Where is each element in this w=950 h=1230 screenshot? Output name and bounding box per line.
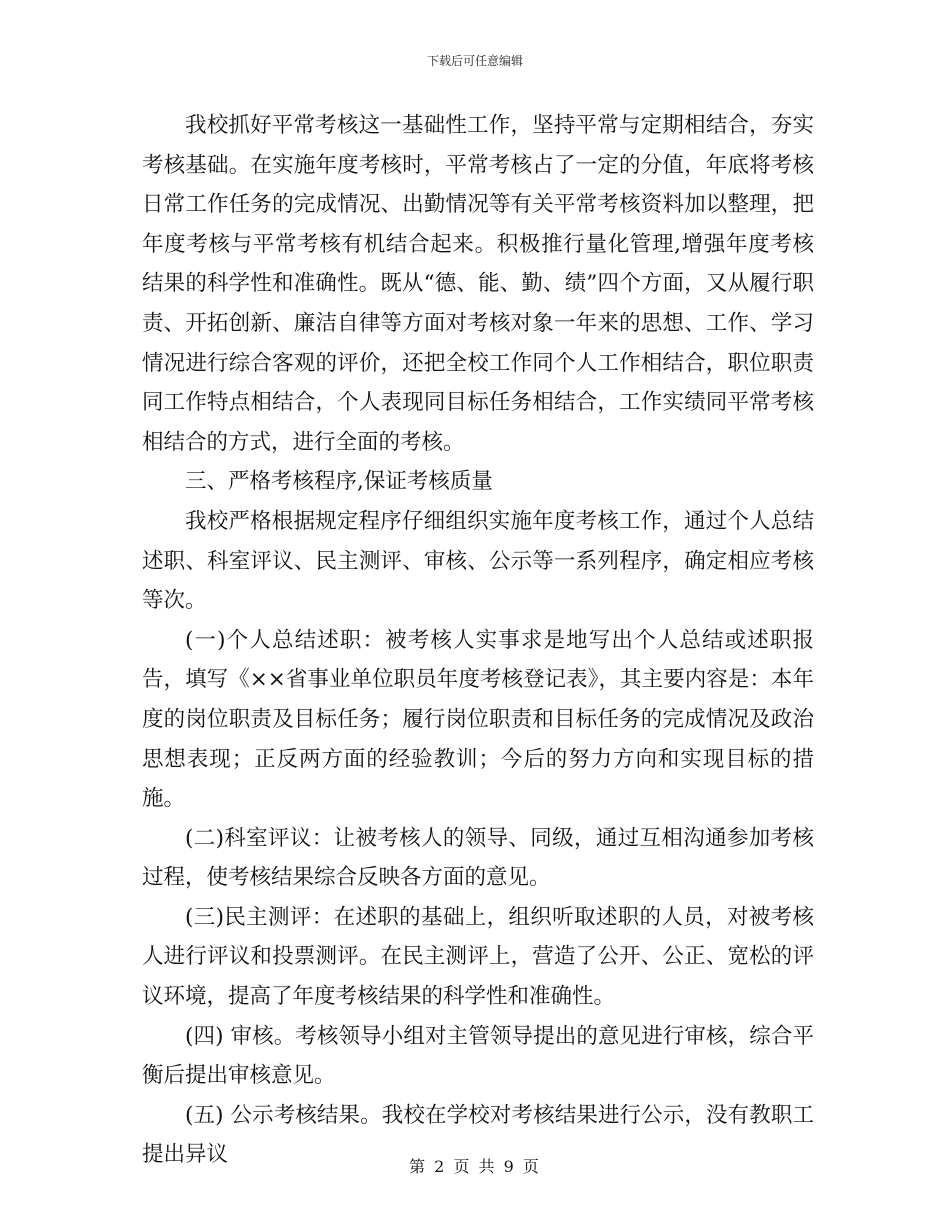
- paragraph-democratic-evaluation: (三)民主测评：在述职的基础上，组织听取述职的人员，对被考核人进行评议和投票测评。在民主测评上，营造了公开、公正、宽松的评议环境，提高了年度考核结果的科学性和准确性。: [142, 904, 814, 1010]
- paragraph-audit: (四) 审核。考核领导小组对主管领导提出的意见进行审核，综合平衡后提出审核意见。: [142, 1023, 814, 1089]
- paragraph-publicity: (五) 公示考核结果。我校在学校对考核结果进行公示，没有教职工提出异议: [142, 1102, 814, 1168]
- paragraph-routine-assessment: 我校抓好平常考核这一基础性工作，坚持平常与定期相结合，夯实考核基础。在实施年度考核时，平常考核占了一定的分值，年底将考核日常工作任务的完成情况、出勤情况等有关平常考核资料加以整理，把年度考核与平常考核有机结合起来。积极推行量化管理,增强年度考核结果的科学性和准确性。既从“德、能、勤、绩”四个方面，又从履行职责、开拓创新、廉洁自律等方面对考核对象一年来的思想、工作、学习情况进行综合客观的评价，还把全校工作同个人工作相结合，职位职责同工作特点相结合，个人表现同目标任务相结合，工作实绩同平常考核相结合的方式，进行全面的考核。: [142, 113, 814, 455]
- page-footer: 第 2 页 共 9 页: [409, 1157, 541, 1176]
- page-header: 下载后可任意编辑: [426, 54, 523, 68]
- document-body: [142, 106, 814, 1175]
- paragraph-department-review: (二)科室评议：让被考核人的领导、同级，通过互相沟通参加考核过程，使考核结果综合反映各方面的意见。: [142, 825, 814, 891]
- section-heading-procedure: 三、严格考核程序,保证考核质量: [185, 469, 493, 495]
- paragraph-procedure-intro: 我校严格根据规定程序仔细组织实施年度考核工作，通过个人总结述职、科室评议、民主测评、审核、公示等一系列程序，确定相应考核等次。: [142, 508, 814, 614]
- paragraph-self-report: (一)个人总结述职：被考核人实事求是地写出个人总结或述职报告，填写《××省事业单位职员年度考核登记表》，其主要内容是：本年度的岗位职责及目标任务；履行岗位职责和目标任务的完成情况及政治思想表现；正反两方面的经验教训；今后的努力方向和实现目标的措施。: [142, 627, 814, 812]
